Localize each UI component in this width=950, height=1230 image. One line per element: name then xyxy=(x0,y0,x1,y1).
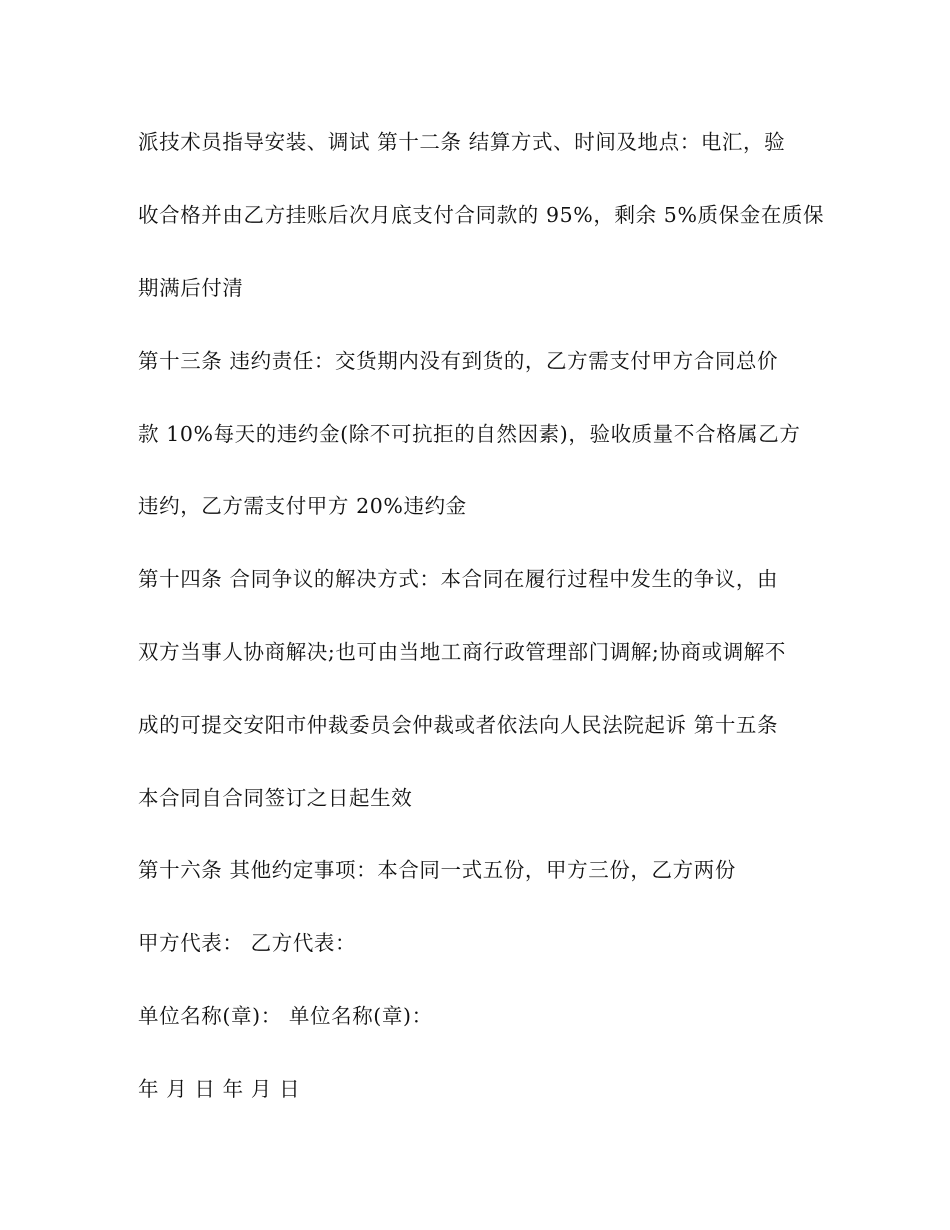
text-line: 收合格并由乙方挂账后次月底支付合同款的 95%，剩余 5%质保金在质保 xyxy=(138,203,825,227)
text-line: 款 10%每天的违约金(除不可抗拒的自然因素)，验收质量不合格属乙方 xyxy=(138,422,801,446)
text-line: 派技术员指导安装、调试 第十二条 结算方式、时间及地点：电汇，验 xyxy=(138,130,786,154)
text-line: 第十四条 合同争议的解决方式：本合同在履行过程中发生的争议，由 xyxy=(138,567,779,591)
text-line: 期满后付清 xyxy=(138,276,244,300)
text-line: 成的可提交安阳市仲裁委员会仲裁或者依法向人民法院起诉 第十五条 xyxy=(138,713,779,737)
text-line: 双方当事人协商解决;也可由当地工商行政管理部门调解;协商或调解不 xyxy=(138,640,787,664)
text-line: 单位名称(章)： 单位名称(章)： xyxy=(138,1004,433,1028)
text-line: 违约，乙方需支付甲方 20%违约金 xyxy=(138,494,467,518)
text-line: 甲方代表： 乙方代表： xyxy=(138,931,357,955)
text-line: 本合同自合同签订之日起生效 xyxy=(138,786,413,810)
text-line: 第十六条 其他约定事项：本合同一式五份，甲方三份，乙方两份 xyxy=(138,858,736,882)
text-line: 第十三条 违约责任：交货期内没有到货的，乙方需支付甲方合同总价 xyxy=(138,349,779,373)
text-line: 年 月 日 年 月 日 xyxy=(138,1077,301,1101)
